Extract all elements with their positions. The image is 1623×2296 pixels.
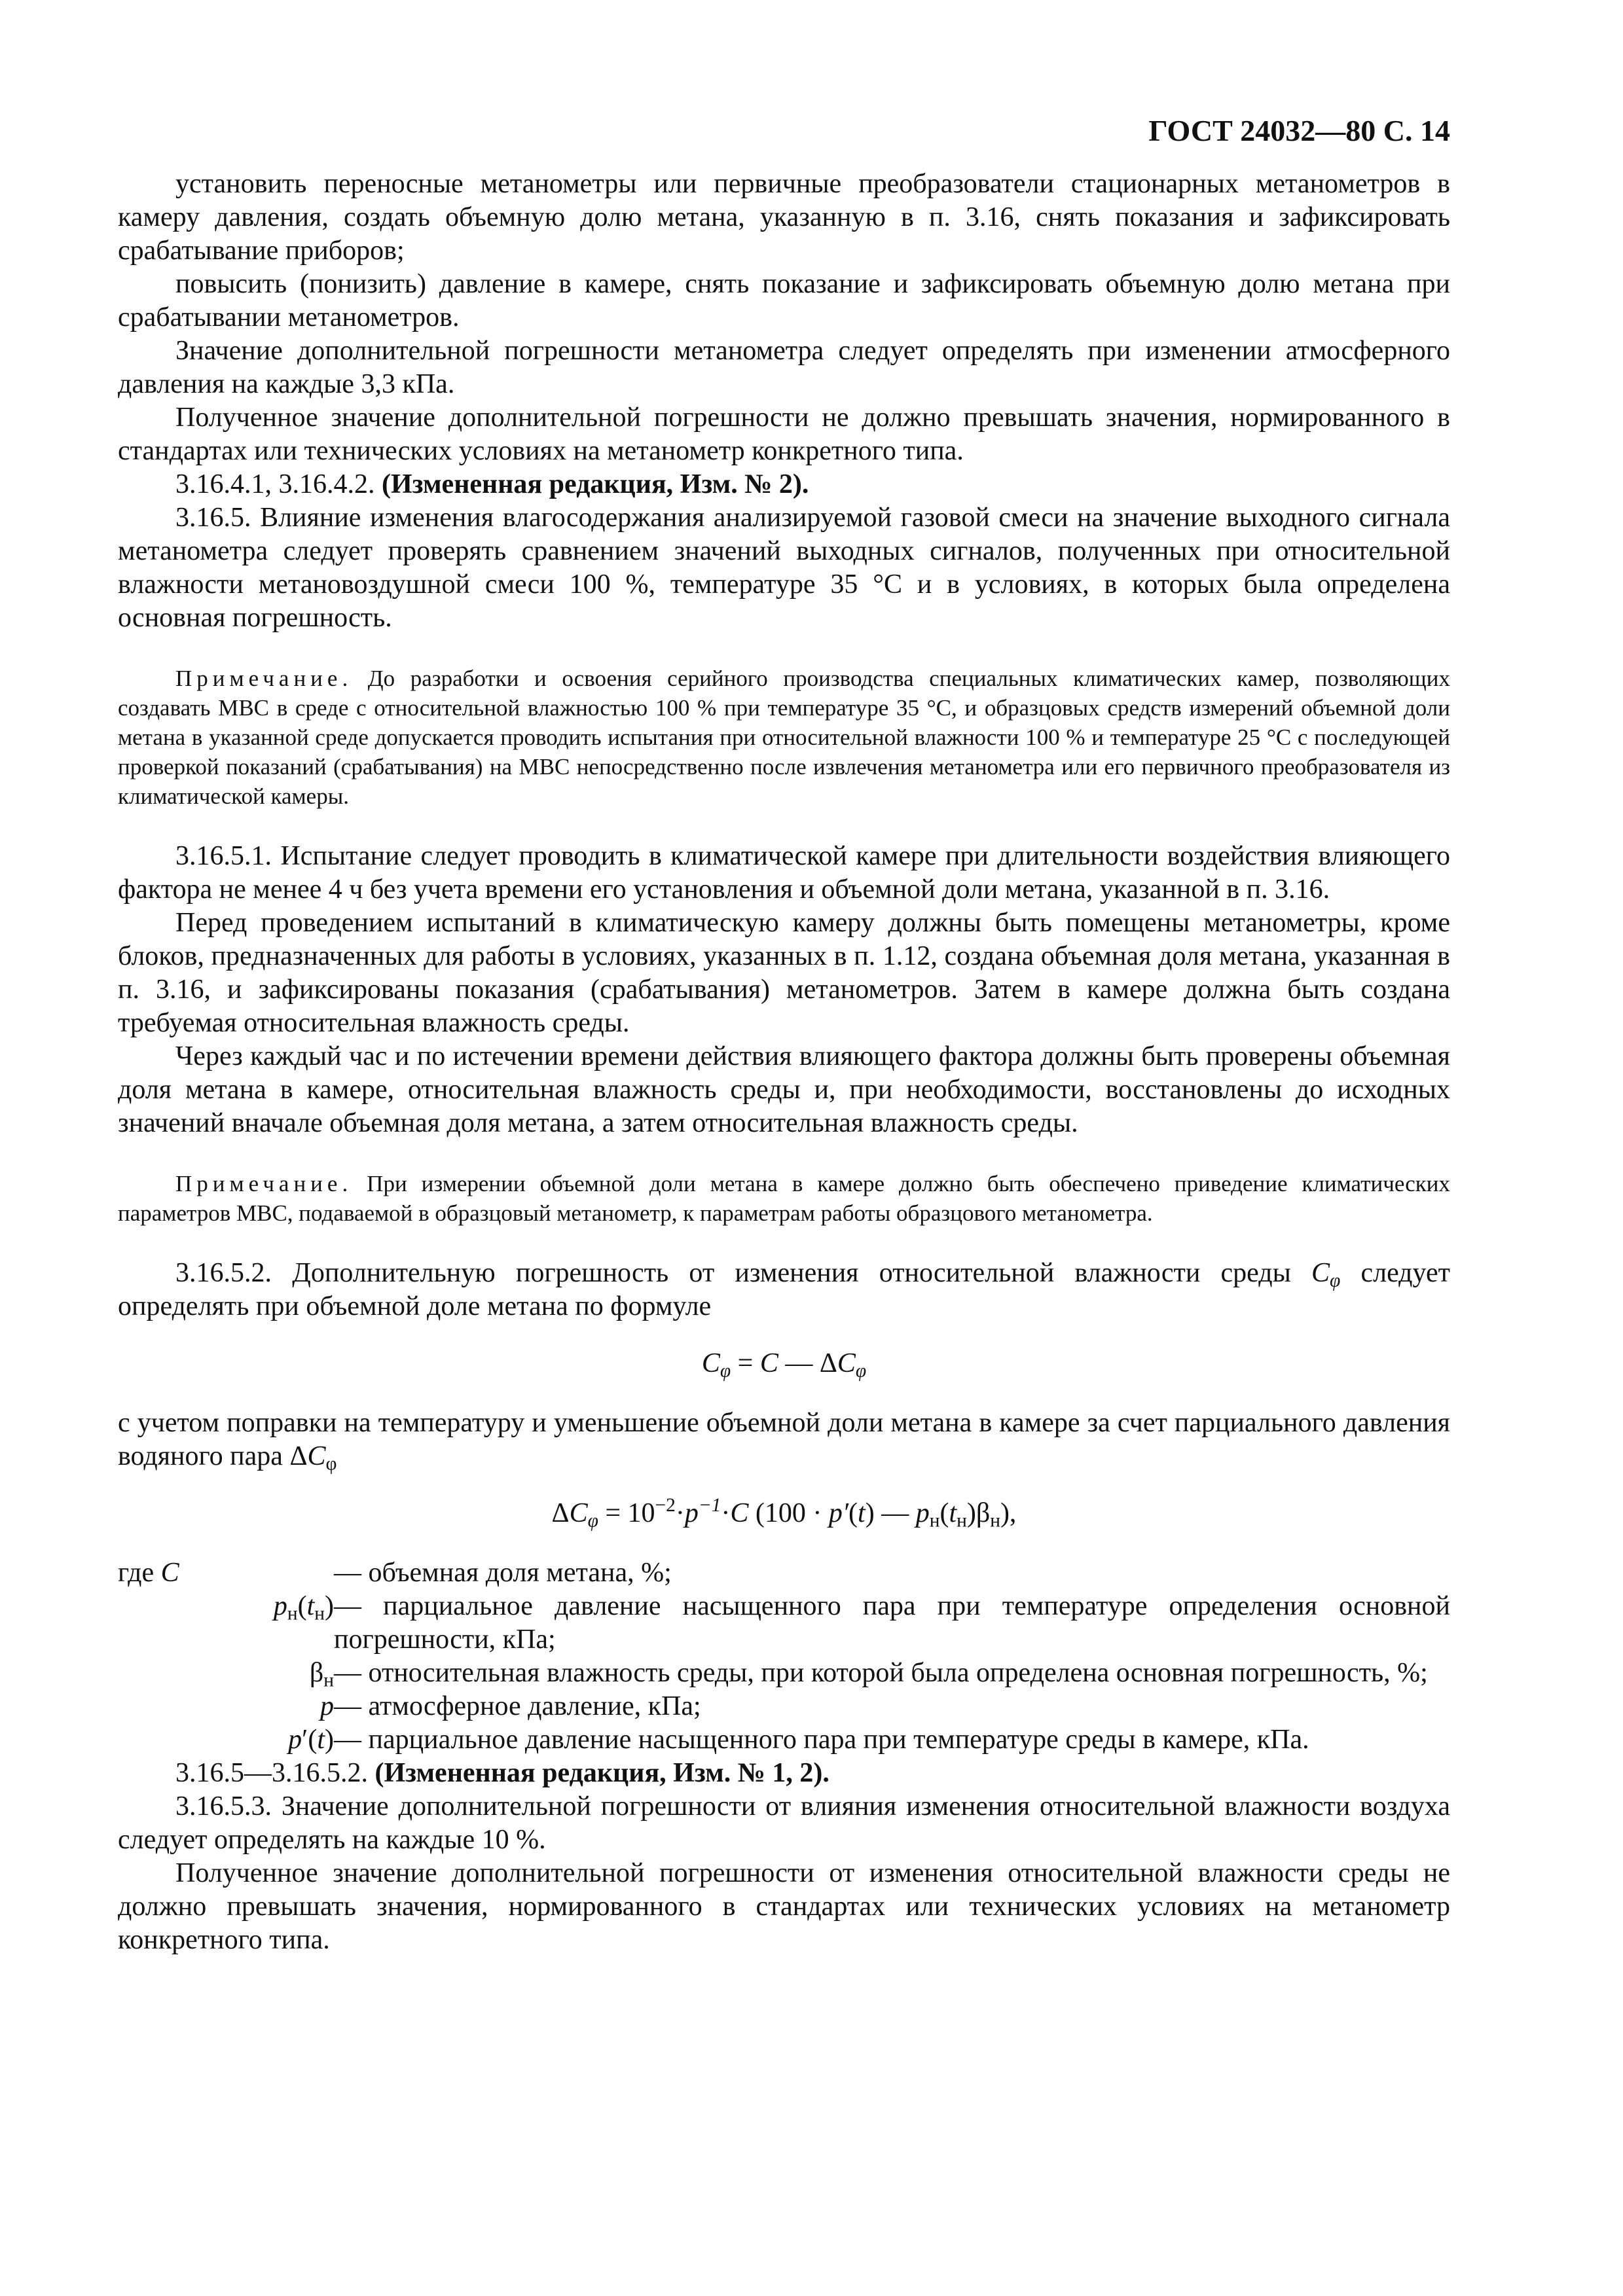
amendment-ref-2: 3.16.5—3.16.5.2. [175,1758,375,1788]
legend-desc-p: — атмосферное давление, кПа; [334,1691,701,1721]
note-2-text: При измерении объемной доли метана в камере должно быть обеспечено приведение климатических параметров МВС, подаваемой в образцовый метанометр, к параметрам работы образцового метанометра. [118,1171,1450,1226]
note-2 [118,1169,1450,1228]
legend-row-pn [118,1590,1450,1657]
amendment-note-1 [118,468,1450,501]
amendment-text-1: (Измененная редакция, Изм. № 2). [382,469,809,499]
note-2-label: Примечание. [175,1171,353,1196]
legend-symbol-pn: $p_н(t_н)$ [273,1591,334,1624]
paragraph-3-16-5-1: 3.16.5.1. Испытание следует проводить в климатической камере при длительности воздействия влияющего фактора не менее 4 ч без учета времени его установления и объемной доли метана, указанной в п. 3.16. [118,841,1450,905]
legend-desc-pn: — парциальное давление насыщенного пара при температуре определения основной погрешности, кПа; [334,1591,1450,1655]
legend-desc-c: — объемная доля метана, %; [334,1558,672,1588]
note-1-label: Примечание. [175,666,353,691]
paragraph-3: Значение дополнительной погрешности метанометра следует определять при изменении атмосферного давления на каждые 3,3 кПа. [118,336,1450,399]
paragraph-3-16-5-2 [118,1257,1450,1323]
paragraph-8: Перед проведением испытаний в климатическую камеру должны быть помещены метанометры, кроме блоков, предназначенных для работы в условиях, указанных в п. 1.12, создана объемная доля метана, указанная в п. 3.16, и зафиксированы показания (срабатывания) метанометров. Затем в камере должна быть создана требуемая относительная влажность среды. [118,908,1450,1038]
amendment-text-2: (Измененная редакция, Изм. № 1, 2). [374,1758,830,1788]
amendment-note-2 [118,1757,1450,1790]
paragraph-3-16-5: 3.16.5. Влияние изменения влагосодержания анализируемой газовой смеси на значение выходного сигнала метанометра следует проверять сравнением значений выходных сигналов, полученных при относительной влажности метановоздушной смеси 100 %, температуре 35 °С и в условиях, в которых была определена основная погрешность. [118,503,1450,633]
symbol-delta-c-phi: $\Delta C_\varphi$ [289,1441,337,1475]
paragraph-4: Полученное значение дополнительной погрешности не должно превышать значения, нормированного в стандартах или технических условиях на метанометр конкретного типа. [118,403,1450,466]
paragraph-9: Через каждый час и по истечении времени действия влияющего фактора должны быть проверены объемная доля метана в камере, относительная влажность среды и, при необходимости, восстановлены до исходных значений вначале объемная доля метана, а затем относительная влажность среды. [118,1041,1450,1138]
paragraph-3-16-5-3: 3.16.5.3. Значение дополнительной погрешности от влияния изменения относительной влажности воздуха следует определять на каждые 10 %. [118,1791,1450,1855]
legend-desc-pt: — парциальное давление насыщенного пара при температуре среды в камере, кПа. [334,1725,1309,1755]
legend-symbol-beta: $\beta_н$ [309,1658,334,1691]
legend-desc-beta: — относительная влажность среды, при которой была определена основная погрешность, %; [334,1658,1428,1688]
paragraph-14: Полученное значение дополнительной погрешности от изменения относительной влажности среды не должно превышать значения, нормированного в стандартах или технических условиях на метанометр конкретного типа. [118,1858,1450,1955]
legend-row-pt [118,1723,1450,1757]
formula-legend [118,1556,1450,1757]
paragraph-1: установить переносные метанометры или первичные преобразователи стационарных метанометров в камеру давления, создать объемную долю метана, указанную в п. 3.16, снять показания и зафиксировать срабатывание приборов; [118,169,1450,266]
paragraph-11 [118,1407,1450,1473]
paragraph-2: повысить (понизить) давление в камере, снять показание и зафиксировать объемную долю метана при срабатывании метанометров. [118,269,1450,332]
paragraph-3-16-5-2-text: 3.16.5.2. Дополнительную погрешность от изменения относительной влажности среды [175,1258,1312,1288]
legend-symbol-c: где C [118,1558,179,1588]
symbol-c-phi: $C_\varphi$ [1311,1258,1341,1291]
document-page [118,111,1450,1957]
amendment-ref-1: 3.16.4.1, 3.16.4.2. [175,469,382,499]
formula-1: $C_\varphi = C$ — $\Delta C_\varphi$ [701,1348,867,1382]
note-1 [118,664,1450,811]
legend-row-beta [118,1657,1450,1690]
legend-row-p [118,1690,1450,1723]
page-header: ГОСТ 24032—80 С. 14 [1148,114,1450,147]
note-1-text: До разработки и освоения серийного производства специальных климатических камер, позволяющих создавать МВС в среде с относительной влажностью 100 % при температуре 35 °С, и образцовых средств измерений объемной доли метана в указанной среде допускается проводить испытания при относительной влажности 100 % и температуре 25 °С с последующей проверкой показаний (срабатывания) на МВС непосредственно после извлечения метанометра или его первичного преобразователя из климатической камеры. [118,666,1450,809]
legend-symbol-p: p [320,1691,334,1721]
paragraph-3-16-5-2-tail: следует определять при объемной доле метана по формуле [118,1258,1450,1321]
legend-row-c [118,1556,1450,1590]
paragraph-11-text: с учетом поправки на температуру и уменьшение объемной доли метана в камере за счет парциального давления водяного пара [118,1408,1450,1471]
formula-2: $\Delta C_\varphi = 10^{-2}\cdot p^{-1}\cdot C$ (100 · p′(t) — $p_н(t_н)\beta_н$), [551,1494,1017,1532]
legend-symbol-pt: p′(t) [288,1725,334,1755]
